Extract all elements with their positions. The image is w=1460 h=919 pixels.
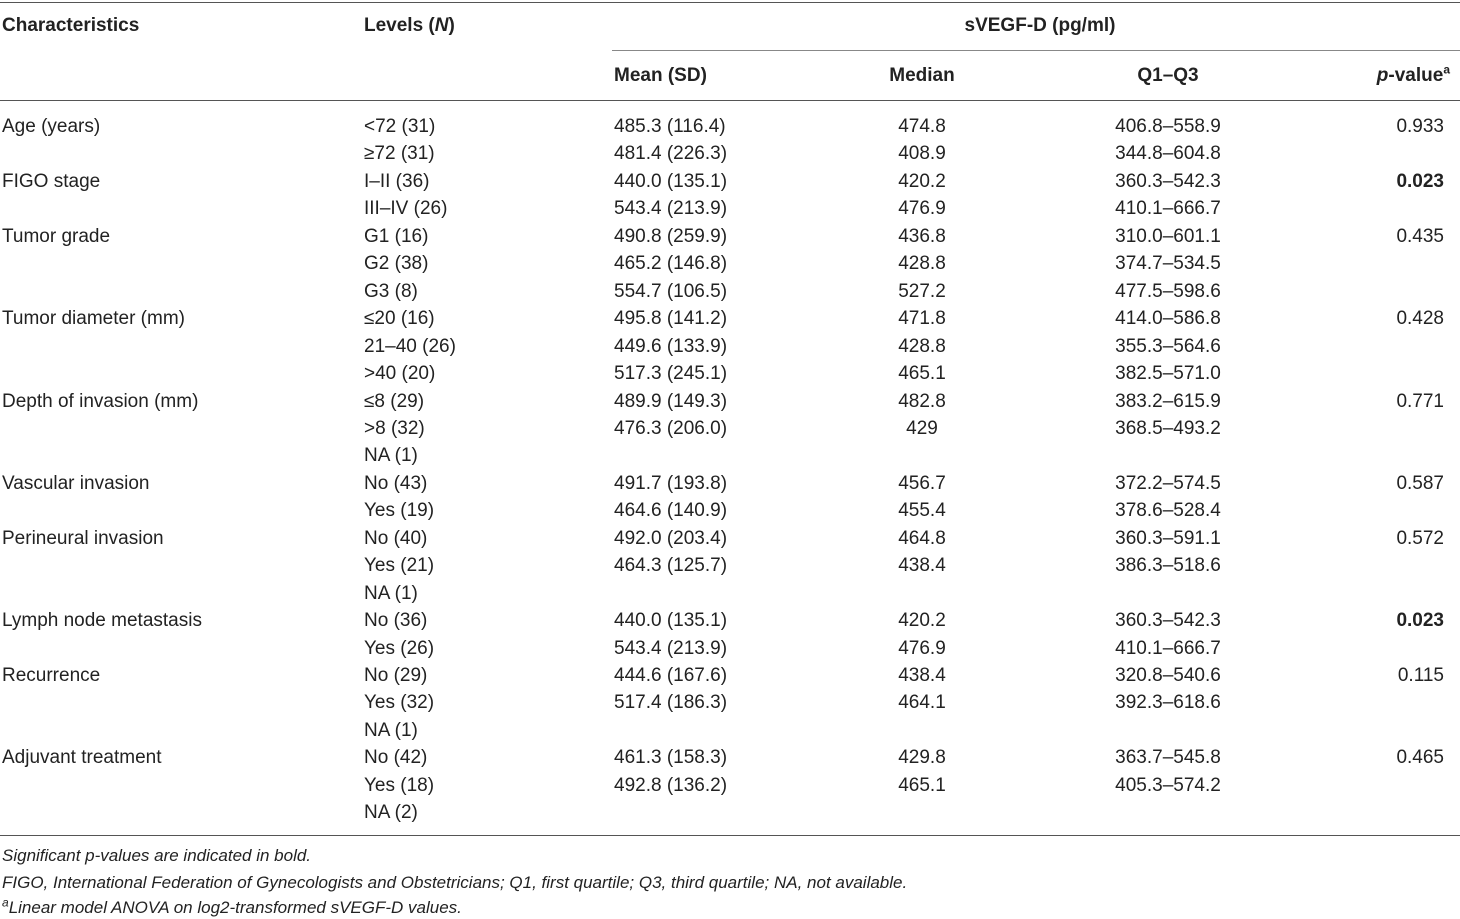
cell-mean-sd: 495.8 (141.2) xyxy=(614,308,728,330)
table-row xyxy=(0,580,1460,607)
header-levels-suffix: ) xyxy=(448,15,455,36)
cell-characteristic: Lymph node metastasis xyxy=(2,610,202,632)
cell-level: <72 (31) xyxy=(364,116,436,137)
cell-p-value: 0.933 xyxy=(1396,116,1444,137)
cell-median: 428.8 xyxy=(898,253,946,275)
cell-q1-q3: 368.5–493.2 xyxy=(1115,417,1221,439)
table-row xyxy=(0,278,1460,305)
cell-characteristic: Adjuvant treatment xyxy=(2,747,162,769)
cell-p-value: 0.572 xyxy=(1396,527,1444,549)
cell-level: No (42) xyxy=(364,747,428,769)
table-row xyxy=(0,415,1460,442)
footnote-anova-text: Linear model ANOVA on log2-transformed sVEGF-D values. xyxy=(8,898,462,917)
footnote-anova xyxy=(2,897,462,919)
cell-level: 21–40 (26) xyxy=(364,335,456,357)
cell-median: 438.4 xyxy=(898,665,946,686)
cell-characteristic: Age (years) xyxy=(2,116,101,137)
cell-q1-q3: 344.8–604.8 xyxy=(1115,143,1221,165)
cell-mean-sd: 449.6 (133.9) xyxy=(614,335,728,357)
cell-mean-sd: 481.4 (226.3) xyxy=(614,143,728,165)
header-p-italic: p xyxy=(1376,65,1389,86)
table-row xyxy=(0,442,1460,469)
cell-median: 428.8 xyxy=(898,335,946,357)
cell-characteristic: Recurrence xyxy=(2,665,101,686)
table-row xyxy=(0,497,1460,524)
cell-median: 420.2 xyxy=(898,610,946,632)
cell-level: I–II (36) xyxy=(364,170,430,192)
cell-mean-sd: 543.4 (213.9) xyxy=(614,198,728,220)
cell-p-value: 0.435 xyxy=(1396,225,1444,247)
header-levels-n: N xyxy=(434,15,449,36)
table-row xyxy=(0,744,1460,771)
table-row xyxy=(0,168,1460,195)
cell-level: Yes (18) xyxy=(364,774,435,796)
footnote-significance: Significant p-values are indicated in bold. xyxy=(2,846,312,865)
cell-median: 455.4 xyxy=(898,500,946,522)
cell-level: ≥72 (31) xyxy=(364,143,435,165)
cell-median: 476.9 xyxy=(898,637,946,659)
header-q1-q3: Q1–Q3 xyxy=(1137,65,1199,86)
cell-mean-sd: 444.6 (167.6) xyxy=(614,665,728,686)
table-row xyxy=(0,799,1460,826)
cell-mean-sd: 485.3 (116.4) xyxy=(614,116,726,137)
table-row xyxy=(0,470,1460,497)
table-row xyxy=(0,195,1460,222)
cell-mean-sd: 465.2 (146.8) xyxy=(614,253,728,275)
cell-q1-q3: 378.6–528.4 xyxy=(1115,500,1221,522)
cell-mean-sd: 440.0 (135.1) xyxy=(614,170,728,192)
cell-level: No (40) xyxy=(364,527,428,549)
cell-level: >8 (32) xyxy=(364,417,425,439)
header-levels xyxy=(364,13,455,39)
table-row xyxy=(0,223,1460,250)
cell-characteristic: Vascular invasion xyxy=(2,472,150,494)
cell-q1-q3: 363.7–545.8 xyxy=(1115,747,1221,769)
cell-characteristic: Depth of invasion (mm) xyxy=(2,390,199,412)
cell-median: 429 xyxy=(906,417,938,439)
cell-q1-q3: 406.8–558.9 xyxy=(1115,116,1221,137)
table-row xyxy=(0,333,1460,360)
cell-mean-sd: 517.3 (245.1) xyxy=(614,363,728,385)
table-row xyxy=(0,250,1460,277)
table-row xyxy=(0,305,1460,332)
cell-characteristic: Tumor grade xyxy=(2,225,111,247)
cell-mean-sd: 440.0 (135.1) xyxy=(614,610,728,632)
cell-p-value: 0.587 xyxy=(1396,472,1444,494)
cell-median: 474.8 xyxy=(898,116,946,137)
header-median: Median xyxy=(889,65,955,86)
cell-median: 471.8 xyxy=(898,308,946,330)
cell-q1-q3: 414.0–586.8 xyxy=(1115,308,1221,330)
cell-mean-sd: 490.8 (259.9) xyxy=(614,225,728,247)
table-row xyxy=(0,552,1460,579)
cell-level: >40 (20) xyxy=(364,363,436,385)
cell-q1-q3: 382.5–571.0 xyxy=(1115,363,1221,385)
table-row xyxy=(0,525,1460,552)
cell-q1-q3: 374.7–534.5 xyxy=(1115,253,1221,275)
cell-median: 482.8 xyxy=(898,390,946,412)
cell-level: III–IV (26) xyxy=(364,198,448,220)
cell-mean-sd: 464.3 (125.7) xyxy=(614,555,728,577)
cell-level: ≤20 (16) xyxy=(364,308,435,330)
footnote-anova-sup: a xyxy=(2,895,9,910)
header-p-value xyxy=(1377,63,1450,89)
cell-mean-sd: 489.9 (149.3) xyxy=(614,390,728,412)
cell-level: Yes (19) xyxy=(364,500,435,522)
cell-p-value: 0.023 xyxy=(1396,170,1444,192)
cell-characteristic: Perineural invasion xyxy=(2,527,164,549)
footnote-abbreviations: FIGO, International Federation of Gynecologists and Obstetricians; Q1, first quartile; Q3, third quartile; NA, not available. xyxy=(2,873,908,892)
cell-median: 476.9 xyxy=(898,198,946,220)
table-row xyxy=(0,360,1460,387)
cell-level: No (36) xyxy=(364,610,428,632)
cell-level: NA (1) xyxy=(364,719,418,741)
cell-level: ≤8 (29) xyxy=(364,390,425,412)
cell-q1-q3: 386.3–518.6 xyxy=(1115,555,1221,577)
cell-q1-q3: 392.3–618.6 xyxy=(1115,692,1221,714)
header-p-sup: a xyxy=(1443,62,1450,77)
header-rule xyxy=(0,100,1460,101)
cell-level: Yes (21) xyxy=(364,555,435,577)
cell-median: 420.2 xyxy=(898,170,946,192)
header-p-rest: -value xyxy=(1388,65,1444,86)
cell-mean-sd: 464.6 (140.9) xyxy=(614,500,728,522)
cell-q1-q3: 360.3–591.1 xyxy=(1115,527,1221,549)
bottom-rule xyxy=(0,835,1460,836)
cell-mean-sd: 492.0 (203.4) xyxy=(614,527,728,549)
table-row xyxy=(0,772,1460,799)
cell-median: 527.2 xyxy=(898,280,946,302)
cell-q1-q3: 477.5–598.6 xyxy=(1115,280,1221,302)
cell-q1-q3: 410.1–666.7 xyxy=(1115,637,1221,659)
cell-characteristic: FIGO stage xyxy=(2,170,101,192)
cell-level: NA (1) xyxy=(364,582,418,604)
cell-mean-sd: 517.4 (186.3) xyxy=(614,692,728,714)
cell-level: G3 (8) xyxy=(364,280,418,302)
cell-level: No (43) xyxy=(364,472,428,494)
table-row xyxy=(0,388,1460,415)
table-row xyxy=(0,113,1460,140)
cell-level: Yes (32) xyxy=(364,692,435,714)
cell-mean-sd: 492.8 (136.2) xyxy=(614,774,728,796)
cell-level: G1 (16) xyxy=(364,225,429,247)
cell-q1-q3: 383.2–615.9 xyxy=(1115,390,1221,412)
cell-level: Yes (26) xyxy=(364,637,435,659)
cell-characteristic: Tumor diameter (mm) xyxy=(2,308,185,330)
cell-mean-sd: 491.7 (193.8) xyxy=(614,472,728,494)
top-rule xyxy=(0,2,1460,3)
cell-mean-sd: 543.4 (213.9) xyxy=(614,637,728,659)
cell-level: NA (1) xyxy=(364,445,418,467)
cell-p-value: 0.771 xyxy=(1396,390,1444,412)
header-svegf-group: sVEGF-D (pg/ml) xyxy=(964,15,1116,36)
cell-q1-q3: 360.3–542.3 xyxy=(1115,170,1221,192)
cell-level: NA (2) xyxy=(364,802,418,824)
group-rule xyxy=(612,50,1460,51)
cell-p-value: 0.465 xyxy=(1396,747,1444,769)
cell-level: G2 (38) xyxy=(364,253,429,275)
table-row xyxy=(0,689,1460,716)
cell-p-value: 0.428 xyxy=(1396,308,1444,330)
table-row xyxy=(0,717,1460,744)
table-row xyxy=(0,607,1460,634)
cell-median: 465.1 xyxy=(898,363,946,385)
cell-median: 408.9 xyxy=(898,143,946,165)
cell-q1-q3: 310.0–601.1 xyxy=(1115,225,1221,247)
cell-q1-q3: 372.2–574.5 xyxy=(1115,472,1221,494)
table-row xyxy=(0,662,1460,689)
cell-q1-q3: 320.8–540.6 xyxy=(1115,665,1221,686)
cell-median: 429.8 xyxy=(898,747,946,769)
cell-median: 464.8 xyxy=(898,527,946,549)
cell-mean-sd: 476.3 (206.0) xyxy=(614,417,728,439)
cell-median: 456.7 xyxy=(898,472,946,494)
cell-q1-q3: 360.3–542.3 xyxy=(1115,610,1221,632)
cell-median: 464.1 xyxy=(898,692,946,714)
cell-level: No (29) xyxy=(364,665,428,686)
cell-median: 465.1 xyxy=(898,774,946,796)
header-levels-prefix: Levels ( xyxy=(364,15,435,36)
cell-q1-q3: 410.1–666.7 xyxy=(1115,198,1221,220)
table-row xyxy=(0,635,1460,662)
cell-q1-q3: 355.3–564.6 xyxy=(1115,335,1221,357)
cell-p-value: 0.023 xyxy=(1396,610,1444,632)
table-row xyxy=(0,140,1460,167)
cell-mean-sd: 461.3 (158.3) xyxy=(614,747,728,769)
header-characteristics: Characteristics xyxy=(2,15,140,36)
cell-median: 438.4 xyxy=(898,555,946,577)
cell-q1-q3: 405.3–574.2 xyxy=(1115,774,1221,796)
cell-p-value: 0.115 xyxy=(1397,665,1444,686)
cell-median: 436.8 xyxy=(898,225,946,247)
header-mean: Mean (SD) xyxy=(614,65,707,86)
cell-mean-sd: 554.7 (106.5) xyxy=(614,280,728,302)
